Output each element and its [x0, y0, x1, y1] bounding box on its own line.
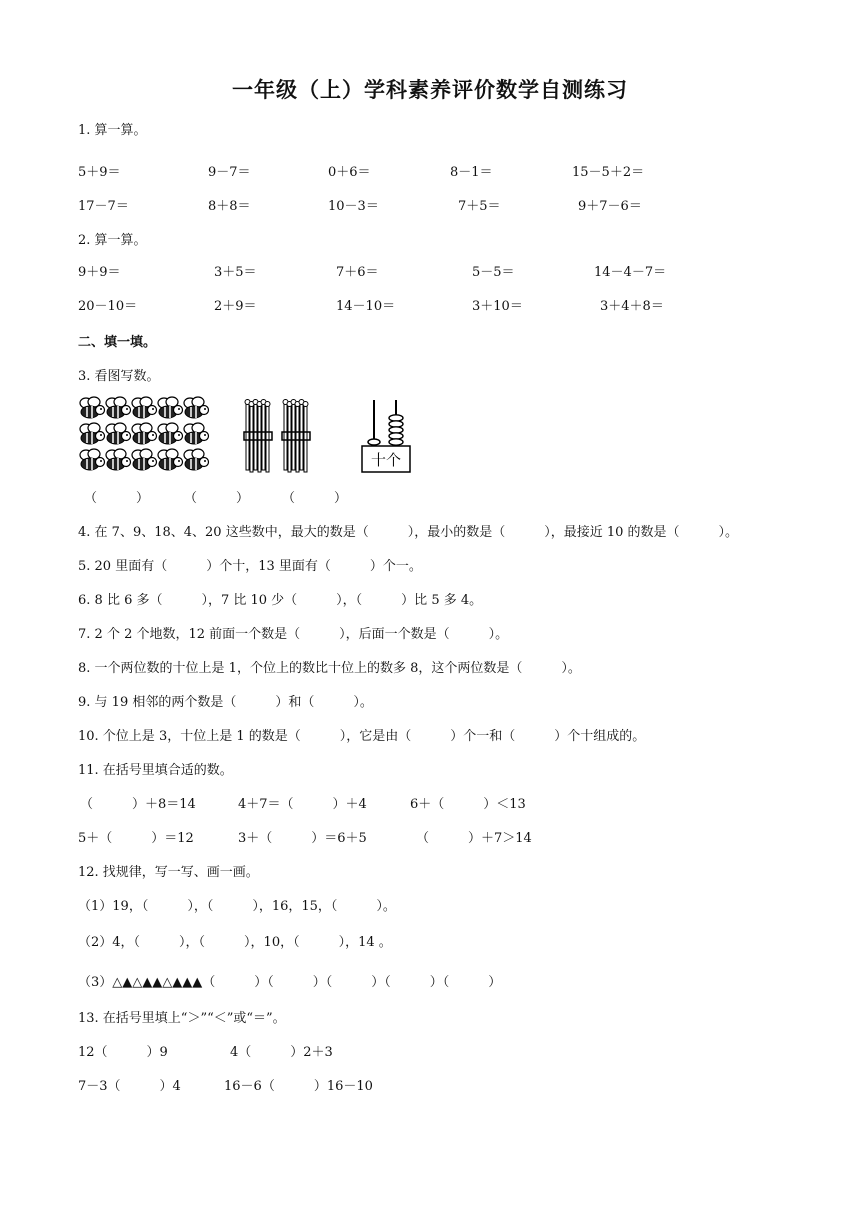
- answer-blank[interactable]: （ ）: [84, 491, 150, 506]
- bee-icon: [80, 423, 105, 444]
- expression: 7＋6＝: [336, 265, 379, 280]
- abacus-image: [362, 400, 410, 472]
- comparison: 4（ ）2＋3: [230, 1045, 333, 1060]
- expression: 8－1＝: [450, 165, 493, 180]
- expression: 0＋6＝: [328, 165, 371, 180]
- equation: 5＋（ ）＝12: [78, 831, 194, 846]
- q4-text: 4. 在 7、9、18、4、20 这些数中，最大的数是（ ），最小的数是（ ），最接近 10 的数是（ ）。: [78, 525, 739, 540]
- expression: 15－5＋2＝: [572, 165, 645, 180]
- bee-icon: [106, 449, 131, 470]
- q1-row-1: [0, 164, 860, 182]
- abacus-bead: [389, 439, 403, 445]
- q13-row-2: [0, 1078, 860, 1096]
- bee-icon: [132, 449, 157, 470]
- bee-icon: [106, 397, 131, 418]
- comparison: 12（ ）9: [78, 1045, 168, 1060]
- q3-illustrations: [78, 396, 438, 476]
- comparison: 16－6（ ）16－10: [224, 1079, 373, 1094]
- q3-answer-row: [0, 490, 860, 508]
- expression: 2＋9＝: [214, 299, 257, 314]
- answer-blank[interactable]: （ ）: [184, 491, 250, 506]
- bee-icon: [158, 423, 183, 444]
- bee-icon: [132, 397, 157, 418]
- expression: 10－3＝: [328, 199, 379, 214]
- expression: 14－10＝: [336, 299, 396, 314]
- q9-text: 9. 与 19 相邻的两个数是（ ）和（ ）。: [78, 695, 373, 710]
- expression: 7＋5＝: [458, 199, 501, 214]
- q5-text: 5. 20 里面有（ ）个十，13 里面有（ ）个一。: [78, 559, 422, 574]
- section-heading: 二、填一填。: [78, 335, 157, 350]
- equation: （ ）＋7＞14: [416, 831, 532, 846]
- page-title: 一年级（上）学科素养评价数学自测练习: [232, 77, 628, 102]
- bee-icon: [158, 449, 183, 470]
- q7-text: 7. 2 个 2 个地数，12 前面一个数是（ ），后面一个数是（ ）。: [78, 627, 509, 642]
- expression: 20－10＝: [78, 299, 138, 314]
- equation: 3＋（ ）＝6＋5: [238, 831, 367, 846]
- bee-icon: [80, 449, 105, 470]
- bee-icon: [158, 397, 183, 418]
- q3-pictures: [78, 396, 438, 476]
- bee-icon: [184, 423, 209, 444]
- q11-row-1: [0, 796, 860, 814]
- q3-heading: 3. 看图写数。: [78, 369, 160, 384]
- answer-blank[interactable]: （ ）: [282, 491, 348, 506]
- q2-row-2: [0, 298, 860, 316]
- abacus-label: 十个: [370, 451, 402, 469]
- q11-heading: 11. 在括号里填合适的数。: [78, 763, 233, 778]
- bees-image: [80, 397, 209, 470]
- q2-row-1: [0, 264, 860, 282]
- q12-part-1: （1）19，（ ），（ ），16，15，（ ）。: [78, 899, 396, 914]
- expression: 3＋4＋8＝: [600, 299, 664, 314]
- q13-row-1: [0, 1044, 860, 1062]
- q6-text: 6. 8 比 6 多（ ），7 比 10 少（ ），（ ）比 5 多 4。: [78, 593, 483, 608]
- equation: （ ）＋8＝14: [80, 797, 196, 812]
- q11-row-2: [0, 830, 860, 848]
- expression: 5－5＝: [472, 265, 515, 280]
- bee-icon: [106, 423, 131, 444]
- stick-bundles-image: [244, 400, 310, 473]
- expression: 5＋9＝: [78, 165, 121, 180]
- q13-heading: 13. 在括号里填上“＞”“＜”或“＝”。: [78, 1011, 286, 1026]
- bee-icon: [132, 423, 157, 444]
- equation: 4＋7＝（ ）＋4: [238, 797, 367, 812]
- expression: 17－7＝: [78, 199, 129, 214]
- q12-part-3: （3）△▲△▲▲△▲▲▲（ ）（ ）（ ）（ ）（ ）: [78, 975, 502, 990]
- expression: 9－7＝: [208, 165, 251, 180]
- bee-icon: [80, 397, 105, 418]
- expression: 3＋5＝: [214, 265, 257, 280]
- equation: 6＋（ ）＜13: [410, 797, 526, 812]
- q12-heading: 12. 找规律，写一写、画一画。: [78, 865, 259, 880]
- comparison: 7－3（ ）4: [78, 1079, 181, 1094]
- q2-heading: 2. 算一算。: [78, 233, 147, 248]
- q10-text: 10. 个位上是 3，十位上是 1 的数是（ ），它是由（ ）个一和（ ）个十组成的。: [78, 729, 646, 744]
- q8-text: 8. 一个两位数的十位上是 1，个位上的数比十位上的数多 8，这个两位数是（ ）。: [78, 661, 581, 676]
- q1-row-2: [0, 198, 860, 216]
- q12-part-2: （2）4，（ ），（ ），10，（ ），14 。: [78, 935, 392, 950]
- expression: 9＋7－6＝: [578, 199, 642, 214]
- expression: 3＋10＝: [472, 299, 523, 314]
- expression: 14－4－7＝: [594, 265, 667, 280]
- expression: 9＋9＝: [78, 265, 121, 280]
- bee-icon: [184, 397, 209, 418]
- bee-icon: [184, 449, 209, 470]
- expression: 8＋8＝: [208, 199, 251, 214]
- q1-heading: 1. 算一算。: [78, 123, 147, 138]
